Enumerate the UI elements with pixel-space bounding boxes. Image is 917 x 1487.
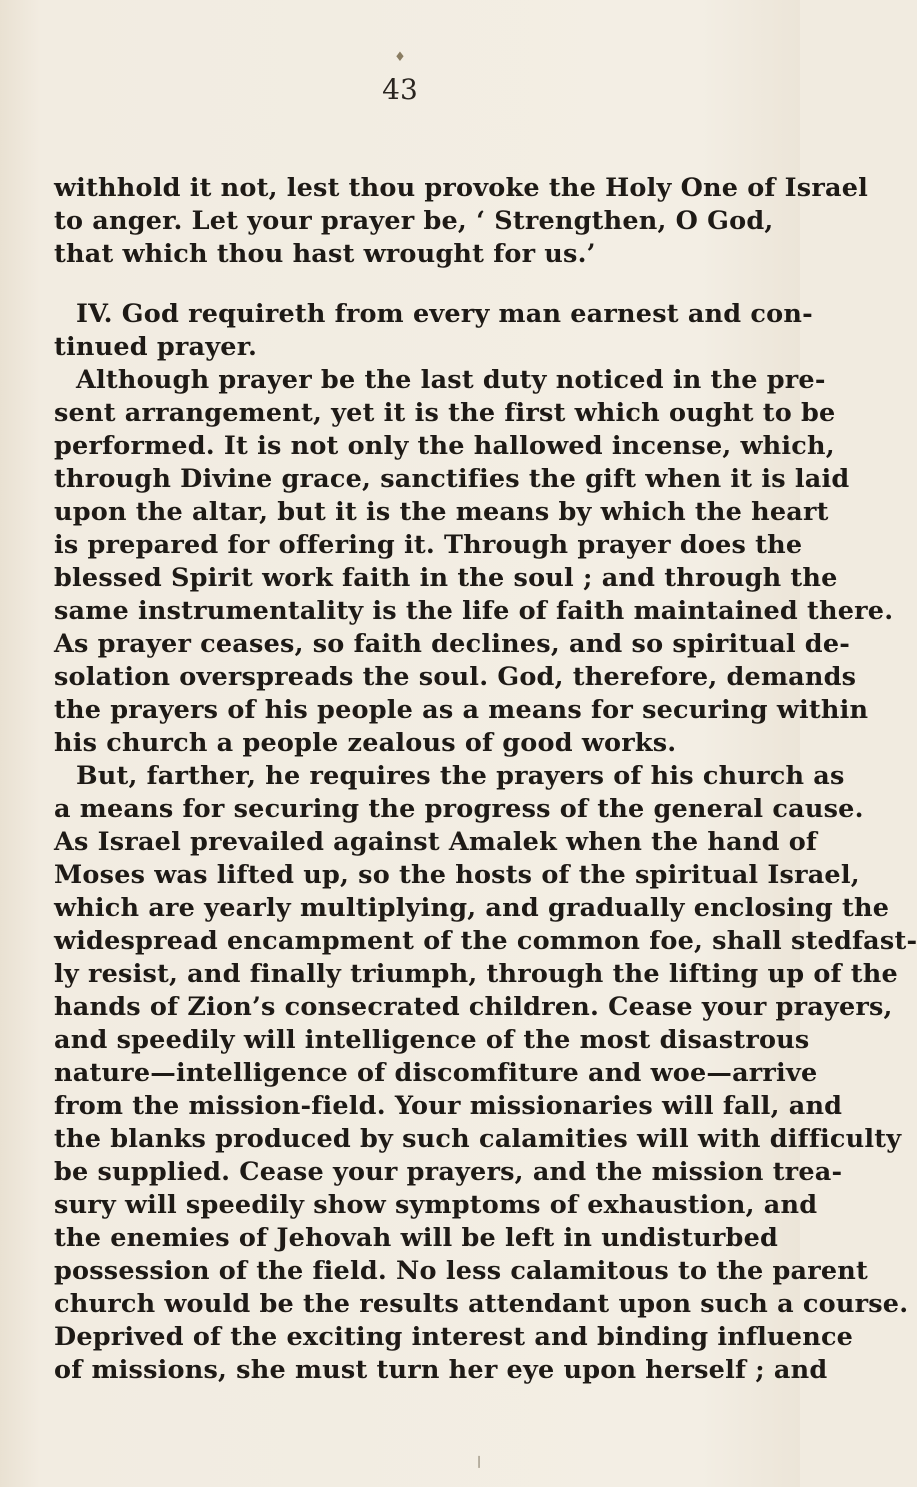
text-line: As prayer ceases, so faith declines, and so spiritual de- <box>54 629 851 659</box>
text-line: the prayers of his people as a means for securing within <box>54 695 869 725</box>
text-line: sury will speedily show symptoms of exhaustion, and <box>54 1190 818 1220</box>
text-line: is prepared for offering it. Through prayer does the <box>54 530 803 560</box>
text-line: the blanks produced by such calamities will with difficulty <box>54 1124 902 1154</box>
text-line: be supplied. Cease your prayers, and the mission trea- <box>54 1157 843 1187</box>
body-text <box>54 172 917 1387</box>
text-line: church would be the results attendant upon such a course. <box>54 1289 909 1319</box>
text-line: ly resist, and finally triumph, through the lifting up of the <box>54 959 898 989</box>
text-line: upon the altar, but it is the means by which the heart <box>54 497 829 527</box>
text-line: solation overspreads the soul. God, therefore, demands <box>54 662 857 692</box>
text-line: that which thou hast wrought for us.’ <box>54 239 596 269</box>
text-line: his church a people zealous of good works. <box>54 728 677 758</box>
text-line: Moses was lifted up, so the hosts of the spiritual Israel, <box>54 860 860 890</box>
printer-mark-bottom: ❘ <box>474 1454 485 1468</box>
text-line: As Israel prevailed against Amalek when the hand of <box>54 827 818 857</box>
text-line: which are yearly multiplying, and gradually enclosing the <box>54 893 890 923</box>
text-line: possession of the field. No less calamitous to the parent <box>54 1256 869 1286</box>
text-line: tinued prayer. <box>54 332 258 362</box>
text-line: widespread encampment of the common foe, shall stedfast- <box>54 926 917 956</box>
paragraph <box>54 364 894 760</box>
text-line: the enemies of Jehovah will be left in undisturbed <box>54 1223 779 1253</box>
text-line: Deprived of the exciting interest and binding influence <box>54 1322 854 1352</box>
text-line: withhold it not, lest thou provoke the Holy One of Israel <box>54 173 869 203</box>
text-line: But, farther, he requires the prayers of his church as <box>76 761 845 791</box>
text-line: IV. God requireth from every man earnest and con- <box>76 299 813 329</box>
text-line: to anger. Let your prayer be, ‘ Strengthen, O God, <box>54 206 774 236</box>
text-line: Although prayer be the last duty noticed in the pre- <box>76 365 826 395</box>
text-line: same instrumentality is the life of faith maintained there. <box>54 596 894 626</box>
paragraph-continuation <box>54 172 869 271</box>
text-line: sent arrangement, yet it is the first which ought to be <box>54 398 836 428</box>
paragraph <box>54 760 917 1387</box>
printer-mark: ♦ <box>394 50 406 65</box>
text-line: a means for securing the progress of the general cause. <box>54 794 864 824</box>
text-line: and speedily will intelligence of the most disastrous <box>54 1025 810 1055</box>
text-line: hands of Zion’s consecrated children. Cease your prayers, <box>54 992 893 1022</box>
section-heading <box>54 298 813 364</box>
page-number: 43 <box>382 73 418 106</box>
page-header <box>0 50 800 110</box>
text-line: performed. It is not only the hallowed incense, which, <box>54 431 835 461</box>
text-line: blessed Spirit work faith in the soul ; and through the <box>54 563 838 593</box>
text-line: through Divine grace, sanctifies the gift when it is laid <box>54 464 850 494</box>
text-line: from the mission-field. Your missionaries will fall, and <box>54 1091 843 1121</box>
text-line: nature—intelligence of discomfiture and woe—arrive <box>54 1058 818 1088</box>
text-line: of missions, she must turn her eye upon herself ; and <box>54 1355 828 1385</box>
